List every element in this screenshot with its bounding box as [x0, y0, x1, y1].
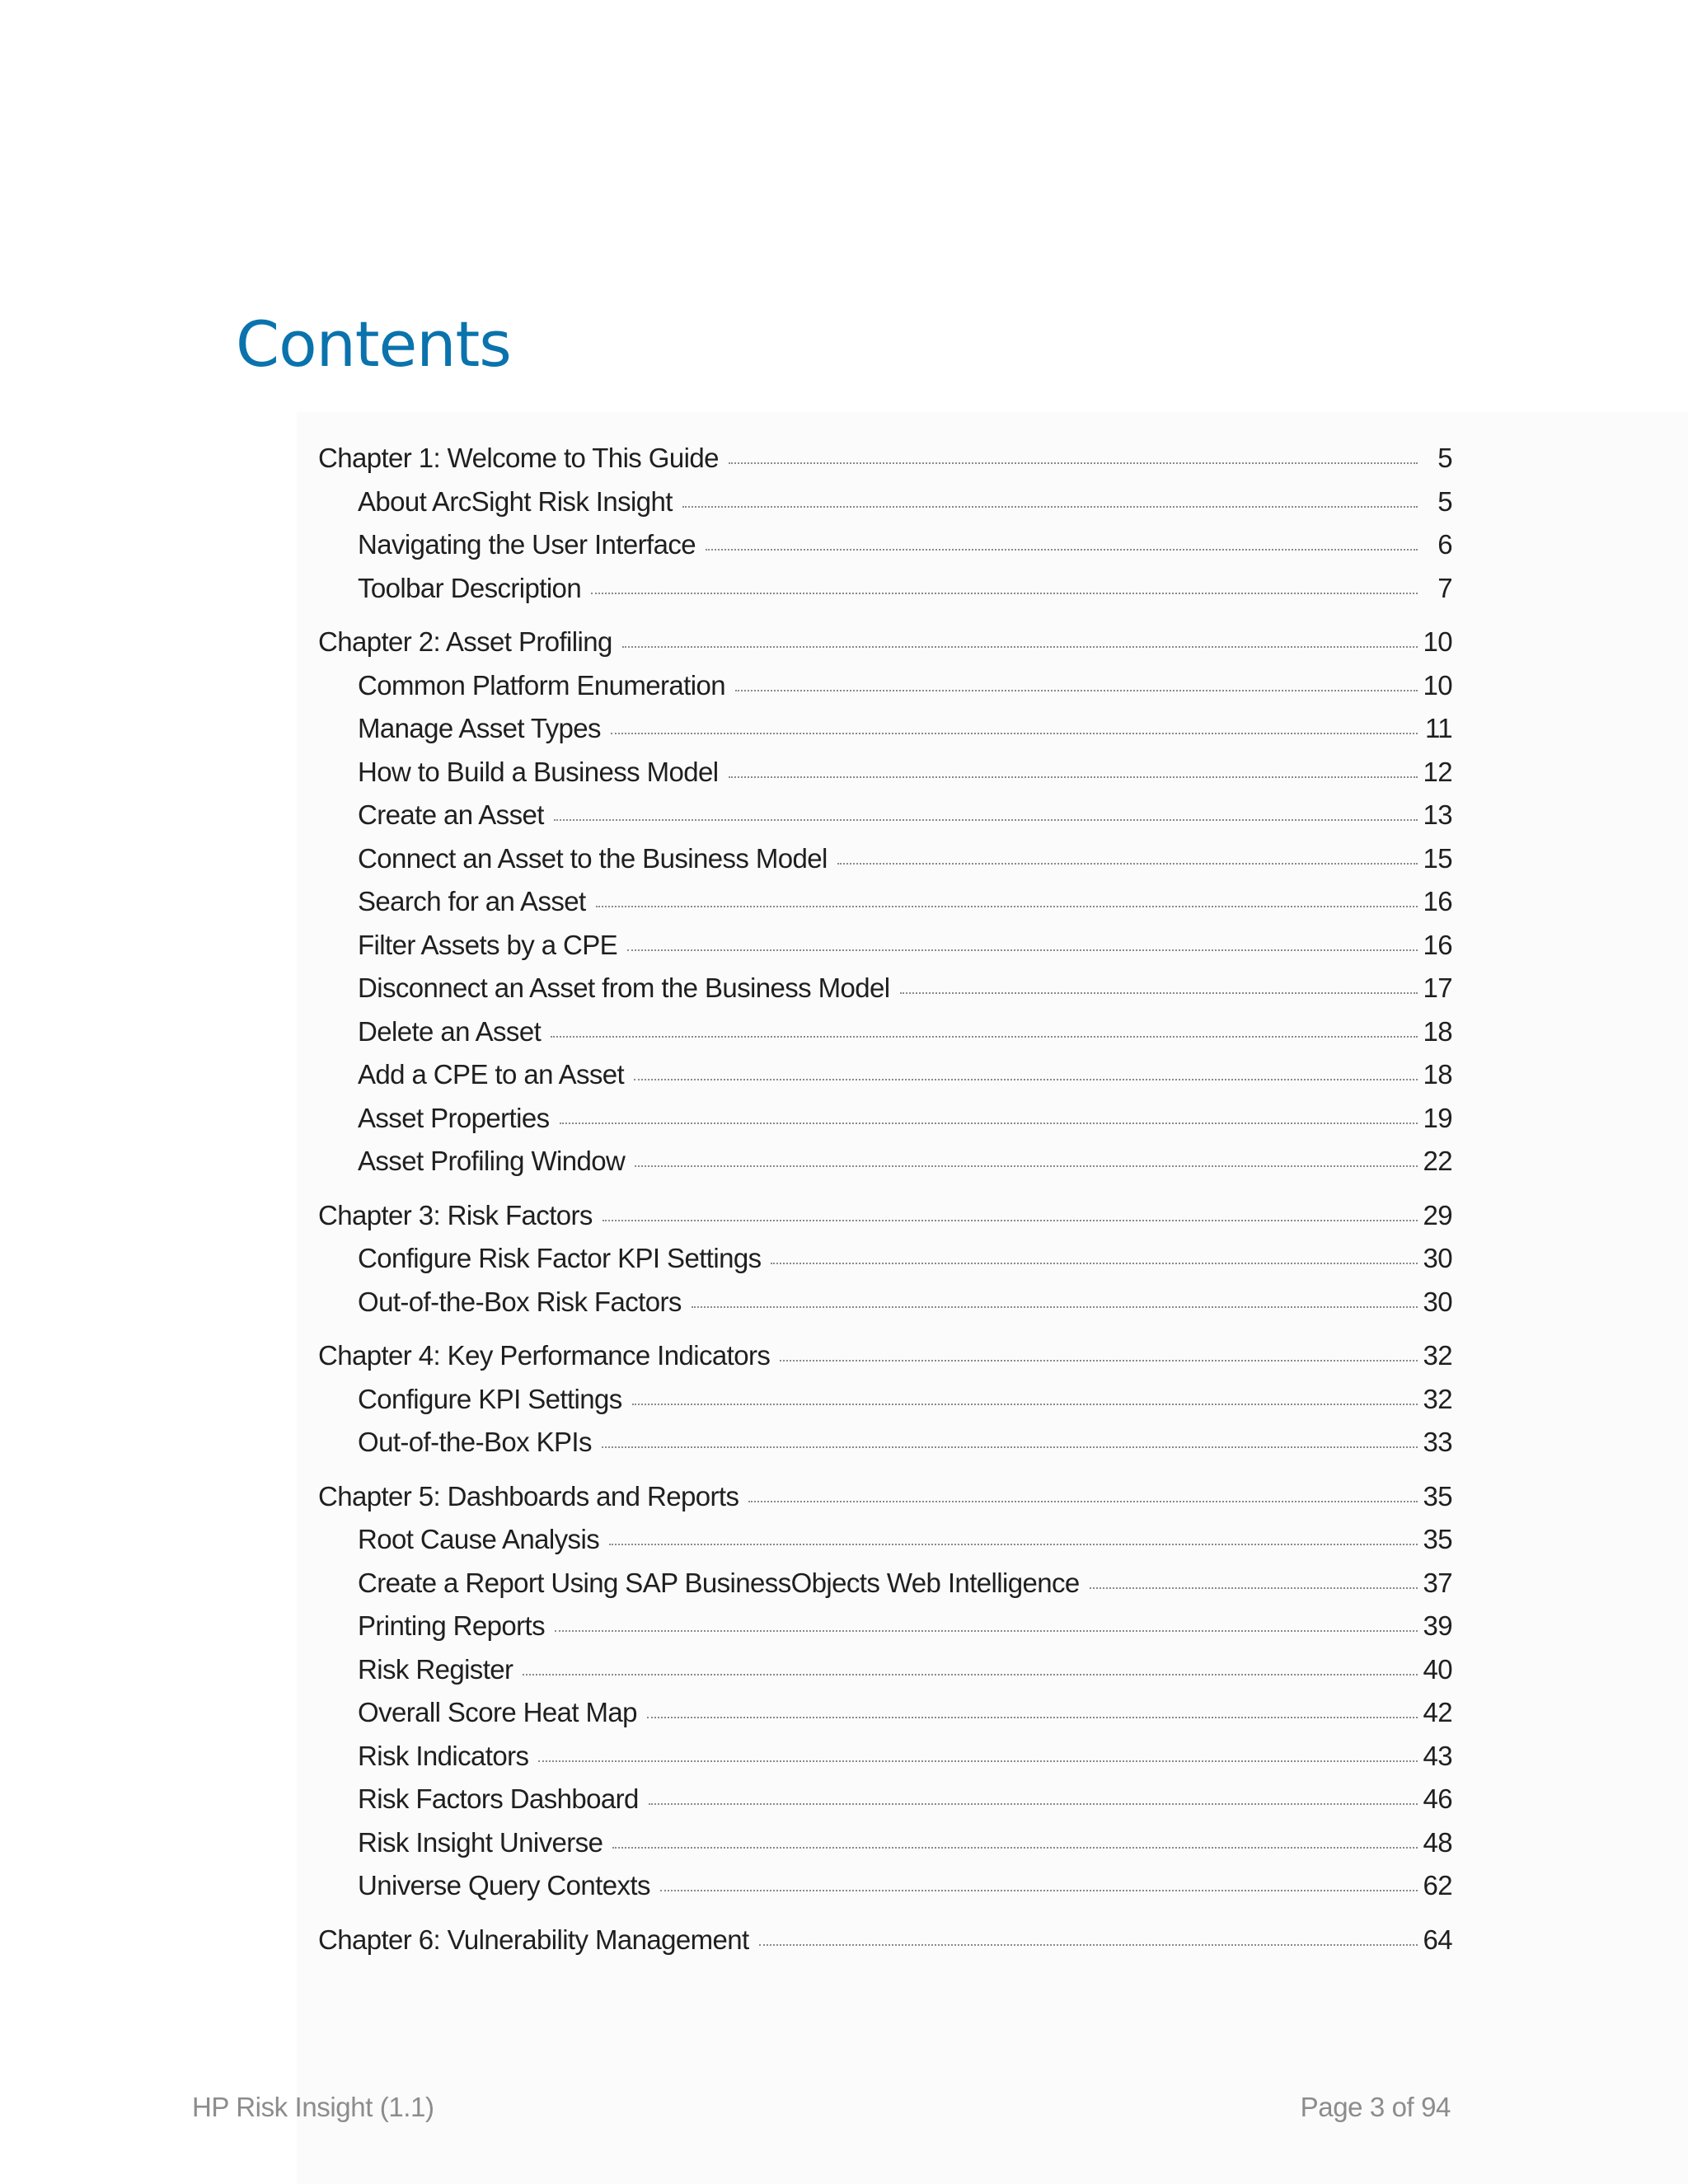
toc-entry-page-number: 40: [1423, 1653, 1452, 1685]
toc-chapter-entry[interactable]: [318, 437, 1452, 480]
toc-entry-label: Universe Query Contexts: [358, 1870, 650, 1900]
toc-entry-page-number: 10: [1423, 669, 1452, 701]
dot-leader: [748, 1501, 1418, 1502]
toc-entry-page-number: 35: [1423, 1524, 1452, 1554]
dot-leader: [759, 1944, 1418, 1946]
toc-entry-page-number: 29: [1423, 1199, 1452, 1230]
toc-section-entry[interactable]: [318, 1518, 1452, 1562]
dot-leader: [612, 1847, 1418, 1849]
toc-entry-page-number: 32: [1423, 1383, 1452, 1414]
toc-entry-label: Navigating the User Interface: [358, 529, 696, 560]
dot-leader: [591, 593, 1418, 594]
toc-entry-label: Out-of-the-Box KPIs: [358, 1427, 592, 1457]
toc-section-entry[interactable]: [318, 924, 1452, 968]
dot-leader: [692, 1306, 1418, 1308]
toc-chapter-entry[interactable]: [318, 1475, 1452, 1519]
toc-chapter-entry[interactable]: [318, 1919, 1452, 1962]
toc-entry-label: Chapter 2: Asset Profiling: [318, 626, 612, 657]
dot-leader: [602, 1446, 1418, 1448]
toc-entry-page-number: 39: [1423, 1610, 1452, 1641]
toc-entry-label: Chapter 1: Welcome to This Guide: [318, 443, 719, 473]
dot-leader: [706, 549, 1418, 551]
toc-section-entry[interactable]: [318, 1605, 1452, 1648]
toc-entry-page-number: 7: [1437, 572, 1452, 603]
toc-entry-page-number: 16: [1423, 886, 1452, 916]
dot-leader: [735, 690, 1418, 691]
toc-entry-page-number: 16: [1423, 929, 1452, 960]
dot-leader: [622, 646, 1418, 648]
toc-section-entry[interactable]: [318, 1421, 1452, 1465]
toc-entry-page-number: 17: [1423, 972, 1452, 1003]
toc-entry-page-number: 62: [1423, 1870, 1452, 1900]
footer-page-indicator: Page 3 of 94: [1300, 2092, 1451, 2122]
toc-section-entry[interactable]: [318, 1735, 1452, 1779]
dot-leader: [560, 1122, 1418, 1124]
toc-entry-label: Configure Risk Factor KPI Settings: [358, 1243, 762, 1273]
toc-section-entry[interactable]: [318, 1648, 1452, 1692]
page-title: Contents: [236, 307, 511, 381]
toc-section-entry[interactable]: [318, 1140, 1452, 1183]
toc-entry-label: Asset Properties: [358, 1102, 550, 1133]
toc-section-entry[interactable]: [318, 1010, 1452, 1054]
toc-entry-page-number: 64: [1423, 1924, 1452, 1955]
toc-entry-label: Risk Insight Universe: [358, 1826, 603, 1858]
toc-entry-label: Printing Reports: [358, 1610, 546, 1641]
toc-section-entry[interactable]: [318, 567, 1452, 611]
dot-leader: [729, 776, 1418, 778]
toc-section-entry[interactable]: [318, 1821, 1452, 1865]
toc-entry-label: Filter Assets by a CPE: [358, 929, 618, 960]
toc-entry-label: Toolbar Description: [358, 572, 582, 603]
toc-section-entry[interactable]: [318, 1281, 1452, 1324]
dot-leader: [649, 1803, 1418, 1805]
toc-entry-page-number: 6: [1437, 529, 1452, 560]
dot-leader: [900, 992, 1418, 994]
table-of-contents: [318, 437, 1452, 1961]
toc-section-entry[interactable]: [318, 794, 1452, 837]
dot-leader: [611, 733, 1418, 734]
toc-section-entry[interactable]: [318, 967, 1452, 1010]
dot-leader: [634, 1079, 1418, 1080]
toc-entry-page-number: 35: [1423, 1480, 1452, 1511]
toc-section-entry[interactable]: [318, 1691, 1452, 1735]
toc-entry-page-number: 13: [1423, 799, 1452, 830]
toc-section-entry[interactable]: [318, 1864, 1452, 1908]
toc-entry-label: Chapter 6: Vulnerability Management: [318, 1924, 749, 1955]
toc-section-entry[interactable]: [318, 1562, 1452, 1605]
toc-entry-label: Connect an Asset to the Business Model: [358, 842, 828, 874]
dot-leader: [538, 1760, 1418, 1762]
toc-entry-page-number: 42: [1423, 1697, 1452, 1727]
toc-entry-label: Root Cause Analysis: [358, 1524, 600, 1554]
toc-section-entry[interactable]: [318, 707, 1452, 751]
toc-chapter-entry[interactable]: [318, 621, 1452, 664]
toc-chapter-entry[interactable]: [318, 1334, 1452, 1378]
toc-entry-label: Chapter 3: Risk Factors: [318, 1199, 593, 1230]
toc-section-entry[interactable]: [318, 751, 1452, 794]
toc-section-entry[interactable]: [318, 480, 1452, 524]
toc-entry-label: Disconnect an Asset from the Business Model: [358, 972, 890, 1003]
dot-leader: [660, 1890, 1418, 1891]
dot-leader: [551, 1036, 1418, 1038]
toc-entry-page-number: 22: [1423, 1146, 1452, 1176]
toc-section-entry[interactable]: [318, 837, 1452, 881]
dot-leader: [771, 1263, 1418, 1264]
toc-entry-page-number: 5: [1437, 485, 1452, 517]
dot-leader: [632, 1404, 1418, 1405]
dot-leader: [555, 1630, 1418, 1632]
dot-leader: [627, 949, 1418, 951]
toc-entry-label: Configure KPI Settings: [358, 1383, 622, 1414]
dot-leader: [554, 819, 1418, 821]
dot-leader: [729, 462, 1418, 464]
toc-entry-page-number: 30: [1423, 1243, 1452, 1273]
toc-section-entry[interactable]: [318, 1097, 1452, 1141]
toc-entry-page-number: 33: [1423, 1427, 1452, 1457]
dot-leader: [635, 1165, 1418, 1167]
dot-leader: [647, 1717, 1418, 1718]
toc-entry-label: About ArcSight Risk Insight: [358, 485, 673, 517]
toc-entry-label: Overall Score Heat Map: [358, 1697, 637, 1727]
toc-entry-label: Chapter 5: Dashboards and Reports: [318, 1480, 739, 1511]
dot-leader: [682, 506, 1418, 508]
footer-product: HP Risk Insight (1.1): [192, 2092, 434, 2122]
toc-entry-label: Risk Factors Dashboard: [358, 1783, 639, 1814]
toc-entry-page-number: 15: [1423, 842, 1452, 874]
dot-leader: [603, 1220, 1418, 1221]
toc-entry-page-number: 37: [1423, 1567, 1452, 1598]
toc-entry-label: Delete an Asset: [358, 1015, 542, 1047]
toc-entry-label: Search for an Asset: [358, 886, 586, 916]
dot-leader: [523, 1674, 1418, 1675]
toc-entry-page-number: 46: [1423, 1783, 1452, 1814]
toc-entry-page-number: 11: [1424, 713, 1452, 743]
toc-entry-page-number: 10: [1423, 626, 1452, 657]
toc-entry-page-number: 12: [1423, 756, 1452, 787]
toc-section-entry[interactable]: [318, 1378, 1452, 1422]
toc-entry-label: Chapter 4: Key Performance Indicators: [318, 1340, 771, 1371]
dot-leader: [609, 1544, 1418, 1545]
toc-section-entry[interactable]: [318, 523, 1452, 567]
toc-entry-page-number: 18: [1423, 1015, 1452, 1047]
toc-entry-page-number: 19: [1423, 1102, 1452, 1133]
toc-entry-label: How to Build a Business Model: [358, 756, 719, 787]
toc-entry-page-number: 32: [1423, 1340, 1452, 1371]
toc-section-entry[interactable]: [318, 1237, 1452, 1281]
toc-entry-page-number: 30: [1423, 1286, 1452, 1317]
toc-entry-label: Risk Indicators: [358, 1740, 529, 1771]
toc-entry-page-number: 43: [1423, 1740, 1452, 1771]
toc-section-entry[interactable]: [318, 880, 1452, 924]
toc-entry-label: Manage Asset Types: [358, 713, 601, 743]
toc-entry-label: Create an Asset: [358, 799, 544, 830]
toc-section-entry[interactable]: [318, 1778, 1452, 1821]
toc-entry-page-number: 5: [1437, 443, 1452, 473]
toc-entry-label: Add a CPE to an Asset: [358, 1059, 625, 1090]
dot-leader: [780, 1360, 1418, 1361]
toc-entry-page-number: 48: [1423, 1826, 1452, 1858]
toc-section-entry[interactable]: [318, 1053, 1452, 1097]
dot-leader: [837, 863, 1418, 865]
toc-section-entry[interactable]: [318, 664, 1452, 708]
dot-leader: [1090, 1587, 1418, 1589]
toc-entry-label: Common Platform Enumeration: [358, 669, 725, 701]
toc-entry-page-number: 18: [1423, 1059, 1452, 1090]
toc-entry-label: Out-of-the-Box Risk Factors: [358, 1286, 682, 1317]
toc-entry-label: Create a Report Using SAP BusinessObjects Web Intelligence: [358, 1567, 1080, 1598]
toc-chapter-entry[interactable]: [318, 1194, 1452, 1238]
toc-entry-label: Risk Register: [358, 1653, 513, 1685]
toc-entry-label: Asset Profiling Window: [358, 1146, 626, 1176]
dot-leader: [596, 906, 1418, 907]
